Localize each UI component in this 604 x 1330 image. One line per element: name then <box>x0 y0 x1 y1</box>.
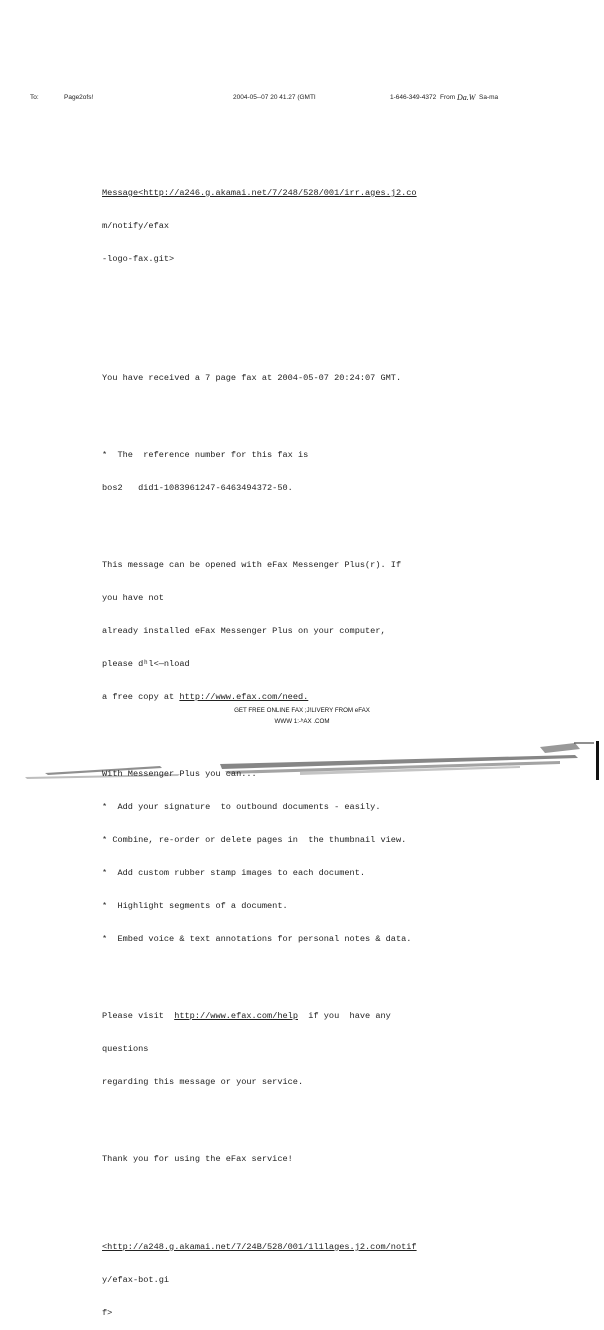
footer-url-line: WWW 1:-ʰAX .COM <box>274 718 330 725</box>
scan-smudge <box>574 742 594 744</box>
visit-prefix: Please visit <box>102 1011 175 1021</box>
bottom-link-line-3: f> <box>102 1308 113 1318</box>
copy-prefix: a free copy at <box>102 692 180 702</box>
thanks-line: Thank you for using the eFax service! <box>102 1154 293 1164</box>
visit-suffix: if you have any <box>297 1011 391 1021</box>
logo-link-line-3: -logo-fax.git> <box>102 254 175 264</box>
open-text-line-1: This message can be opened with eFax Messenger Plus(r). If <box>102 560 402 570</box>
open-text-line-3: already installed eFax Messenger Plus on your computer, <box>102 626 386 636</box>
received-notice: You have received a 7 page fax at 2004-05-07 20:24:07 GMT. <box>102 373 402 383</box>
feature-item: * Add your signature to outbound documents - easily. <box>102 802 381 812</box>
header-phone: 1-646-349-4372 <box>390 94 437 101</box>
scan-smudge <box>540 743 580 753</box>
header-to: To: <box>30 94 39 101</box>
feature-item: * Embed voice & text annotations for personal notes & data. <box>102 934 412 944</box>
bottom-link-line-1[interactable]: <http://a248.g.akamai.net/7/24B/528/001/1l1lages.j2.com/notif <box>102 1242 417 1252</box>
header-from-tail: Sa-ma <box>479 94 499 101</box>
download-link[interactable]: http://www.efax.com/need. <box>179 692 309 702</box>
logo-link-line-2: m/notify/efax <box>102 221 170 231</box>
footer-promo-line: GET FREE ONLINE FAX ;J!LIVERY FROM eFAX <box>234 707 370 714</box>
header-date: 2004-05--07 20 41.27 (GMTI <box>233 94 316 101</box>
reference-line-2: bos2 did1-1083961247-6463494372-50. <box>102 483 293 493</box>
reference-line-1: * The reference number for this fax is <box>102 450 309 460</box>
scan-smudge <box>45 766 162 775</box>
feature-item: * Add custom rubber stamp images to each document. <box>102 868 366 878</box>
help-link[interactable]: http://www.efax.com/help <box>174 1011 298 1021</box>
open-text-line-4: please dʰl<—nload <box>102 659 190 669</box>
features-heading: With Messenger Plus you can... <box>102 769 257 779</box>
scan-noise-strip <box>0 735 604 780</box>
header-page: Page2ofs! <box>64 94 94 101</box>
feature-item: * Highlight segments of a document. <box>102 901 288 911</box>
visit-line-3: regarding this message or your service. <box>102 1077 304 1087</box>
header-from-name: Da.W <box>457 93 476 102</box>
bottom-link-line-2: y/efax-bot.gi <box>102 1275 170 1285</box>
visit-line-2: questions <box>102 1044 149 1054</box>
fax-header <box>0 94 604 106</box>
download-line <box>102 692 442 703</box>
feature-item: * Combine, re-order or delete pages in the thumbnail view. <box>102 835 407 845</box>
header-from-label: From <box>440 94 456 101</box>
logo-link-line-1[interactable]: Message<http://a246.g.akamai.net/7/248/528/001/irr.ages.j2.co <box>102 188 417 198</box>
page-edge-bar <box>596 741 599 780</box>
visit-line <box>102 1011 442 1022</box>
open-text-line-2: you have not <box>102 593 164 603</box>
